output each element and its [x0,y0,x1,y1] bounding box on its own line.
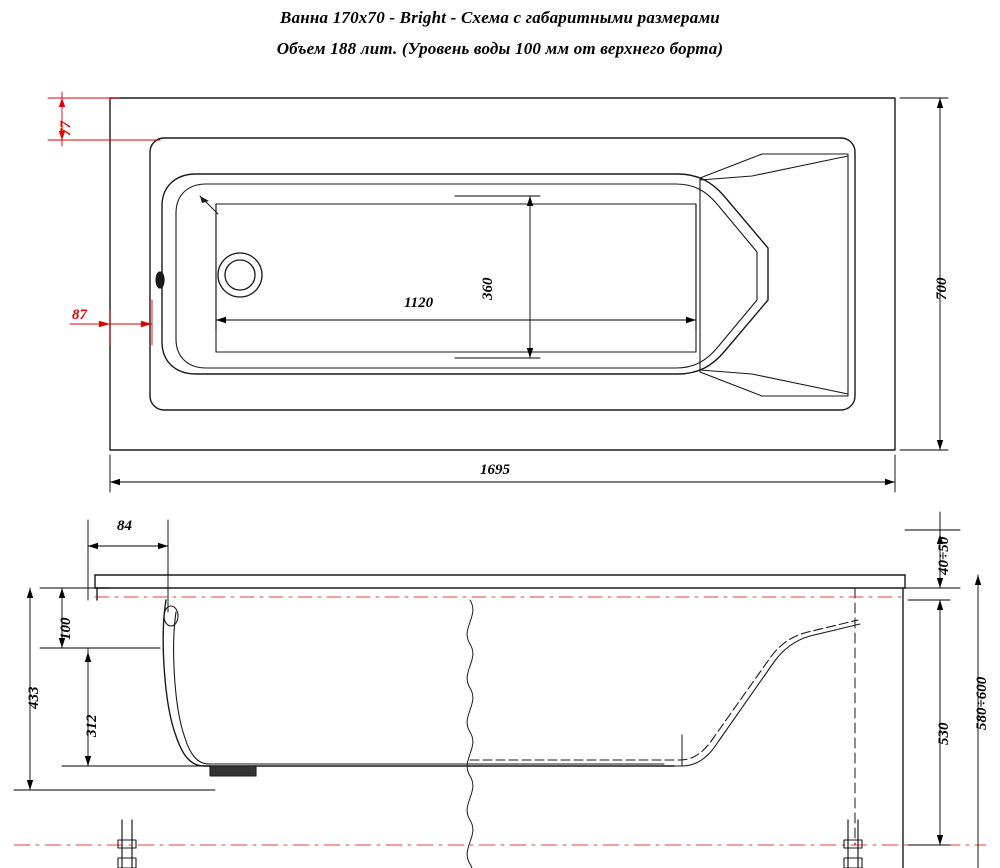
top-view-group [110,98,895,450]
dimension-label-580-600: 580÷600 [974,676,990,730]
dimension-label-312: 312 [84,714,100,737]
dimension-label-1695: 1695 [480,462,510,478]
dimension-label-100: 100 [58,617,74,640]
drawing-title-line-1: Ванна 170х70 - Bright - Схема с габаритными размерами [280,8,720,27]
dimension-label-77: 77 [58,121,74,136]
dimension-label-84: 84 [117,518,132,534]
dimension-label-1120: 1120 [404,295,434,311]
dimension-label-87: 87 [72,307,87,323]
drawing-title-line-2: Объем 188 лит. (Уровень воды 100 мм от верхнего борта) [276,39,724,58]
dimension-label-360: 360 [480,277,496,300]
side-view-group [14,575,986,868]
dimension-label-700: 700 [934,277,950,300]
side-view-dimensions [14,512,981,868]
dimension-label-433: 433 [26,686,42,709]
dimension-label-40-50: 40÷50 [936,536,952,575]
top-view-dimensions [110,98,948,492]
dimension-label-530: 530 [936,722,952,745]
